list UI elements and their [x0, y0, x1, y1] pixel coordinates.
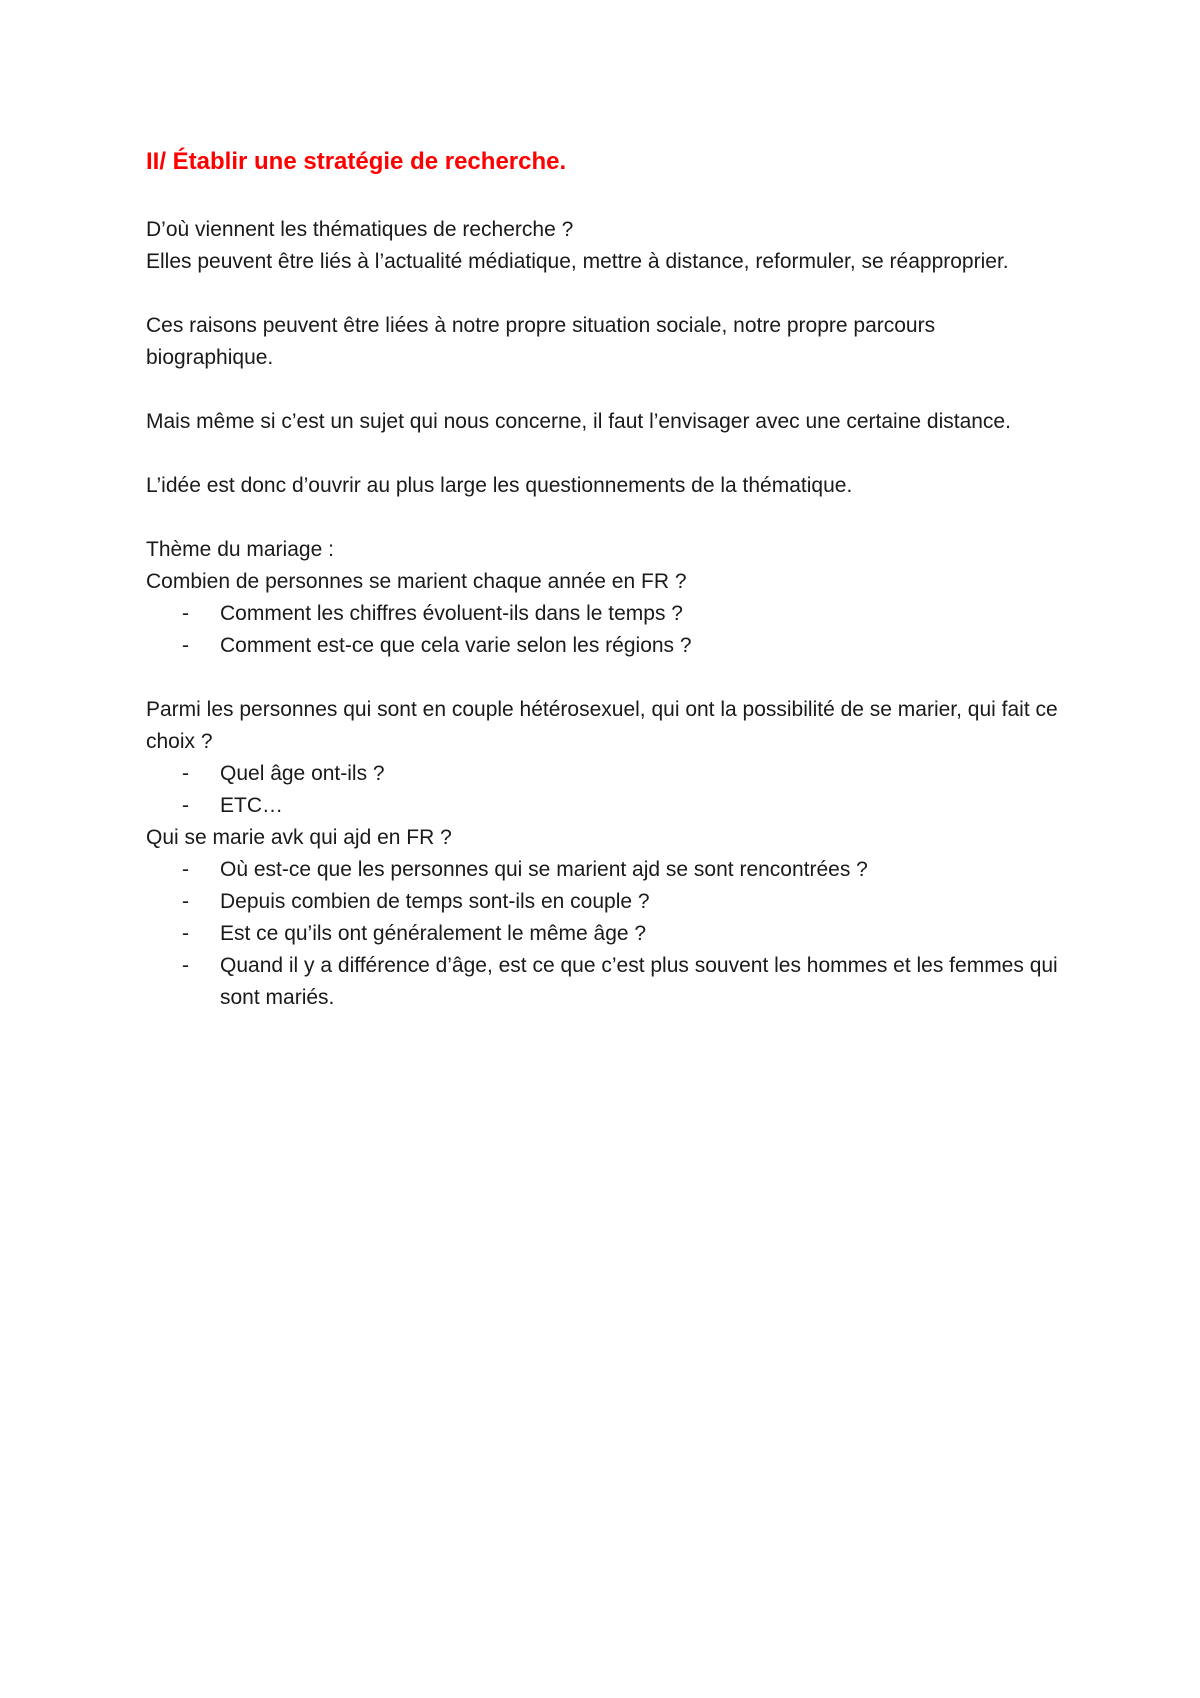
dash-marker: - — [182, 634, 189, 657]
document-page — [146, 146, 1066, 1014]
dash-marker: - — [182, 954, 189, 977]
question-1: Combien de personnes se marient chaque année en FR ? — [146, 570, 687, 593]
list-item-text: Depuis combien de temps sont-ils en couple ? — [220, 890, 650, 913]
list-item-text: Est ce qu’ils ont généralement le même âge ? — [220, 922, 647, 945]
paragraph-gap — [146, 278, 1066, 310]
paragraph-social-situation: Ces raisons peuvent être liées à notre propre situation sociale, notre propre parcours biographique. — [146, 314, 936, 369]
dash-marker: - — [182, 890, 189, 913]
list-item-text: ETC… — [220, 794, 283, 817]
question-3: Qui se marie avk qui ajd en FR ? — [146, 826, 452, 849]
list-item — [146, 630, 1066, 662]
question-2-bullets — [146, 758, 1066, 822]
question-2: Parmi les personnes qui sont en couple hétérosexuel, qui ont la possibilité de se marier, qui fait ce choix ? — [146, 698, 1058, 753]
list-item-text: Où est-ce que les personnes qui se marient ajd se sont rencontrées ? — [220, 858, 868, 881]
paragraph-gap — [146, 438, 1066, 470]
paragraph-gap — [146, 502, 1066, 534]
paragraph-open-questions: L’idée est donc d’ouvrir au plus large les questionnements de la thématique. — [146, 474, 853, 497]
list-item — [146, 598, 1066, 630]
list-item-text: Comment est-ce que cela varie selon les régions ? — [220, 634, 692, 657]
question-3-bullets — [146, 854, 1066, 1014]
paragraph-distance: Mais même si c’est un sujet qui nous concerne, il faut l’envisager avec une certaine distance. — [146, 410, 1011, 433]
question-1-bullets — [146, 598, 1066, 662]
paragraph-question: D’où viennent les thématiques de recherche ? — [146, 218, 574, 241]
list-item-text: Comment les chiffres évoluent-ils dans le temps ? — [220, 602, 683, 625]
list-item — [146, 918, 1066, 950]
paragraph-answer: Elles peuvent être liés à l’actualité médiatique, mettre à distance, reformuler, se réapproprier. — [146, 250, 1009, 273]
dash-marker: - — [182, 794, 189, 817]
dash-marker: - — [182, 602, 189, 625]
list-item — [146, 854, 1066, 886]
dash-marker: - — [182, 858, 189, 881]
list-item-text: Quel âge ont-ils ? — [220, 762, 385, 785]
dash-marker: - — [182, 762, 189, 785]
list-item-text: Quand il y a différence d’âge, est ce que c’est plus souvent les hommes et les femmes qui sont mariés. — [220, 954, 1058, 1009]
list-item — [146, 950, 1066, 1014]
paragraph-gap — [146, 374, 1066, 406]
list-item — [146, 790, 1066, 822]
theme-heading: Thème du mariage : — [146, 538, 334, 561]
list-item — [146, 758, 1066, 790]
dash-marker: - — [182, 922, 189, 945]
paragraph-gap — [146, 662, 1066, 694]
list-item — [146, 886, 1066, 918]
section-title: II/ Établir une stratégie de recherche. — [146, 148, 567, 175]
